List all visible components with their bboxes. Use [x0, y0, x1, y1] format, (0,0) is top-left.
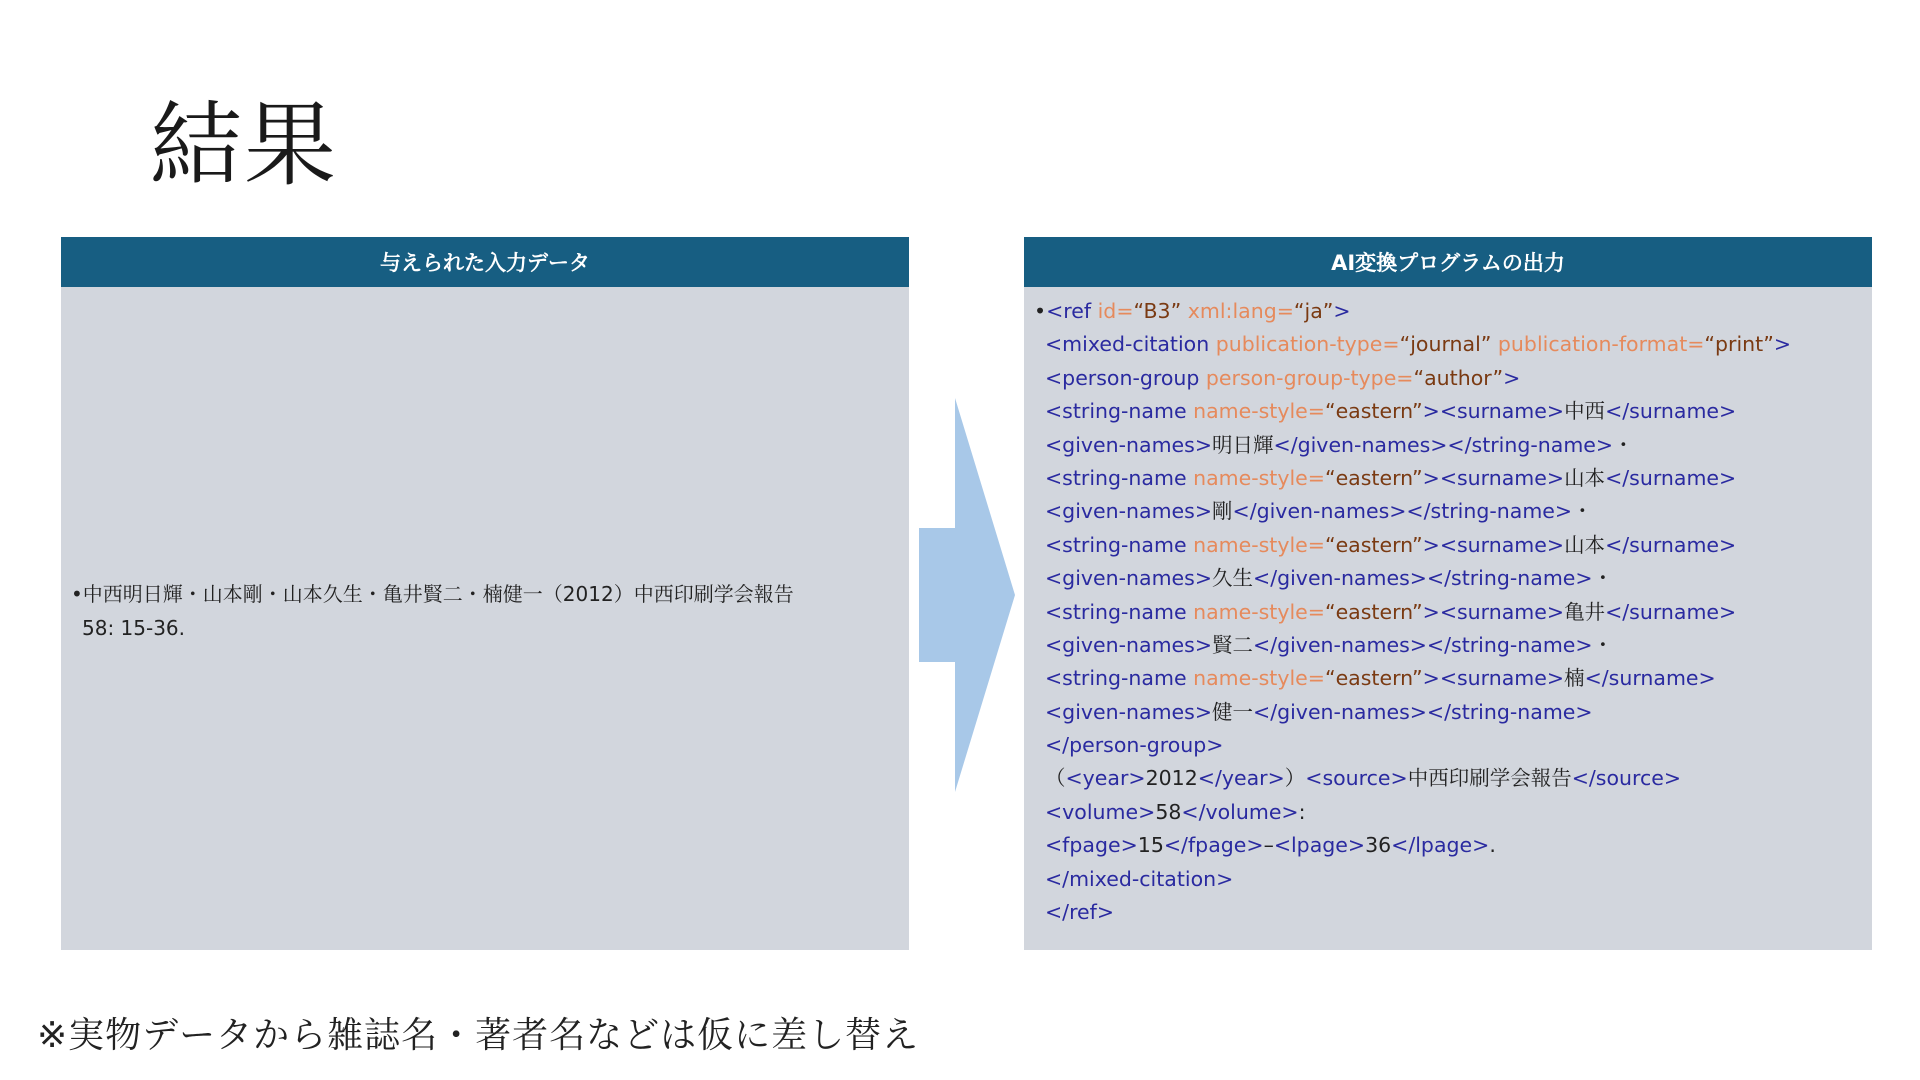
code-token-tag: >: [1503, 365, 1521, 390]
code-token-val: “eastern”: [1324, 532, 1423, 557]
code-token-txt: •: [1034, 299, 1047, 323]
code-token-tag: <string-name: [1045, 532, 1194, 557]
code-token-attr: publication-type=: [1215, 332, 1400, 357]
code-token-tag: <lpage>: [1273, 833, 1366, 858]
code-token-tag: </mixed-citation>: [1045, 866, 1234, 891]
code-token-val: “journal”: [1399, 332, 1498, 357]
code-token-txt: ・: [1613, 432, 1634, 457]
code-token-val: “author”: [1413, 365, 1504, 390]
code-line: [1034, 696, 1872, 729]
code-line: [1034, 295, 1872, 328]
code-token-txt: 剛: [1212, 499, 1233, 524]
code-token-tag: </year>: [1197, 766, 1285, 791]
code-token-txt: 久生: [1212, 566, 1254, 591]
code-token-val: “eastern”: [1324, 666, 1423, 691]
input-citation: [71, 577, 889, 645]
code-token-txt: 58: [1155, 799, 1182, 824]
code-token-tag: <ref: [1046, 299, 1098, 323]
code-token-attr: name-style=: [1193, 666, 1325, 691]
code-token-txt: ・: [1572, 499, 1593, 524]
code-token-txt: 中西印刷学会報告: [1407, 766, 1572, 791]
output-panel-header: AI変換プログラムの出力: [1024, 237, 1872, 287]
code-token-tag: <string-name: [1045, 399, 1194, 424]
code-line: [1034, 429, 1872, 462]
code-token-attr: name-style=: [1193, 532, 1325, 557]
code-token-tag: <given-names>: [1045, 432, 1213, 457]
code-line: [1034, 829, 1872, 862]
code-token-tag: <given-names>: [1045, 699, 1213, 724]
code-token-tag: </given-names></string-name>: [1253, 566, 1593, 591]
code-token-tag: </source>: [1571, 766, 1682, 791]
code-token-tag: </surname>: [1605, 465, 1737, 490]
code-token-txt: 楠: [1564, 666, 1585, 691]
code-token-txt: 中西: [1564, 399, 1606, 424]
code-line: [1034, 662, 1872, 695]
right-arrow-icon: [919, 398, 1015, 792]
code-token-txt: .: [1489, 833, 1496, 858]
code-token-txt: 山本: [1564, 465, 1606, 490]
code-token-tag: </volume>: [1181, 799, 1299, 824]
code-token-txt: ・: [1592, 632, 1614, 657]
code-token-tag: ><surname>: [1422, 666, 1565, 691]
code-token-attr: person-group-type=: [1205, 365, 1414, 390]
code-token-txt: 明日輝: [1212, 432, 1274, 457]
code-token-tag: </surname>: [1605, 399, 1737, 424]
code-line: [1034, 896, 1872, 929]
code-token-val: “eastern”: [1324, 599, 1423, 624]
code-token-tag: <mixed-citation: [1045, 332, 1216, 357]
code-token-attr: id=: [1097, 299, 1134, 323]
code-token-txt: 2012: [1145, 766, 1198, 791]
code-token-tag: ><surname>: [1422, 532, 1565, 557]
code-token-tag: </given-names></string-name>: [1253, 699, 1593, 724]
code-token-val: “print”: [1704, 332, 1774, 357]
code-token-tag: <given-names>: [1045, 632, 1213, 657]
footnote: ※実物データから雑誌名・著者名などは仮に差し替え: [37, 1015, 920, 1056]
code-token-tag: <given-names>: [1045, 566, 1213, 591]
code-token-txt: –: [1263, 833, 1274, 858]
code-token-tag: </lpage>: [1391, 833, 1490, 858]
code-line: [1034, 629, 1872, 662]
code-line: [1034, 529, 1872, 562]
code-token-tag: <year>: [1065, 766, 1146, 791]
xml-output-code: [1024, 287, 1872, 929]
code-line: [1034, 863, 1872, 896]
code-line: [1034, 362, 1872, 395]
code-token-tag: >: [1773, 332, 1792, 357]
code-token-tag: </given-names></string-name>: [1232, 499, 1573, 524]
code-token-tag: </ref>: [1045, 900, 1115, 925]
code-token-txt: （: [1045, 766, 1066, 791]
code-token-tag: ><surname>: [1422, 465, 1565, 490]
code-token-attr: name-style=: [1193, 599, 1325, 624]
code-token-txt: 山本: [1564, 532, 1606, 557]
code-token-tag: <person-group: [1045, 365, 1206, 390]
code-line: [1034, 562, 1872, 595]
code-line: [1034, 796, 1872, 829]
code-token-val: “eastern”: [1324, 399, 1423, 424]
code-line: [1034, 596, 1872, 629]
input-citation-line-2: 58: 15-36.: [82, 616, 186, 640]
slide-title: 結果: [150, 92, 339, 199]
code-token-txt: 15: [1137, 833, 1164, 858]
input-data-panel: [61, 237, 909, 950]
code-token-tag: <source>: [1305, 766, 1408, 791]
code-token-txt: ）: [1284, 766, 1306, 791]
input-panel-header: 与えられた入力データ: [61, 237, 909, 287]
code-token-tag: <string-name: [1045, 465, 1194, 490]
code-token-attr: name-style=: [1193, 465, 1325, 490]
code-token-val: “B3”: [1133, 299, 1188, 323]
input-citation-line-1: •中西明日輝・山本剛・山本久生・亀井賢二・楠健一（2012）中西印刷学会報告: [71, 582, 794, 606]
code-token-tag: </surname>: [1605, 532, 1737, 557]
code-token-val: “eastern”: [1324, 465, 1423, 490]
code-line: [1034, 495, 1872, 528]
code-line: [1034, 462, 1872, 495]
code-token-tag: <string-name: [1045, 599, 1194, 624]
code-token-attr: publication-format=: [1497, 332, 1705, 357]
code-token-tag: </surname>: [1605, 599, 1737, 624]
code-line: [1034, 762, 1872, 795]
code-token-tag: </given-names></string-name>: [1273, 432, 1614, 457]
code-token-txt: :: [1298, 799, 1306, 824]
code-token-txt: 賢二: [1212, 632, 1254, 657]
code-token-tag: <fpage>: [1045, 833, 1138, 858]
code-line: [1034, 328, 1872, 361]
code-line: [1034, 395, 1872, 428]
code-token-tag: <volume>: [1045, 799, 1156, 824]
code-token-tag: ><surname>: [1422, 399, 1565, 424]
code-line: [1034, 729, 1872, 762]
ai-output-panel: [1024, 237, 1872, 950]
code-token-txt: 36: [1365, 833, 1392, 858]
code-token-attr: name-style=: [1193, 399, 1325, 424]
code-token-tag: </given-names></string-name>: [1253, 632, 1593, 657]
code-token-tag: ><surname>: [1422, 599, 1565, 624]
code-token-tag: <string-name: [1045, 666, 1194, 691]
code-token-tag: >: [1333, 299, 1351, 323]
code-token-val: “ja”: [1293, 299, 1334, 323]
code-token-tag: </surname>: [1584, 666, 1716, 691]
code-token-tag: </person-group>: [1045, 733, 1224, 758]
code-token-txt: ・: [1592, 566, 1614, 591]
code-token-tag: </fpage>: [1163, 833, 1264, 858]
code-token-attr: xml:lang=: [1187, 299, 1294, 323]
code-token-txt: 亀井: [1564, 599, 1606, 624]
code-token-tag: <given-names>: [1045, 499, 1213, 524]
code-token-txt: 健一: [1212, 699, 1254, 724]
